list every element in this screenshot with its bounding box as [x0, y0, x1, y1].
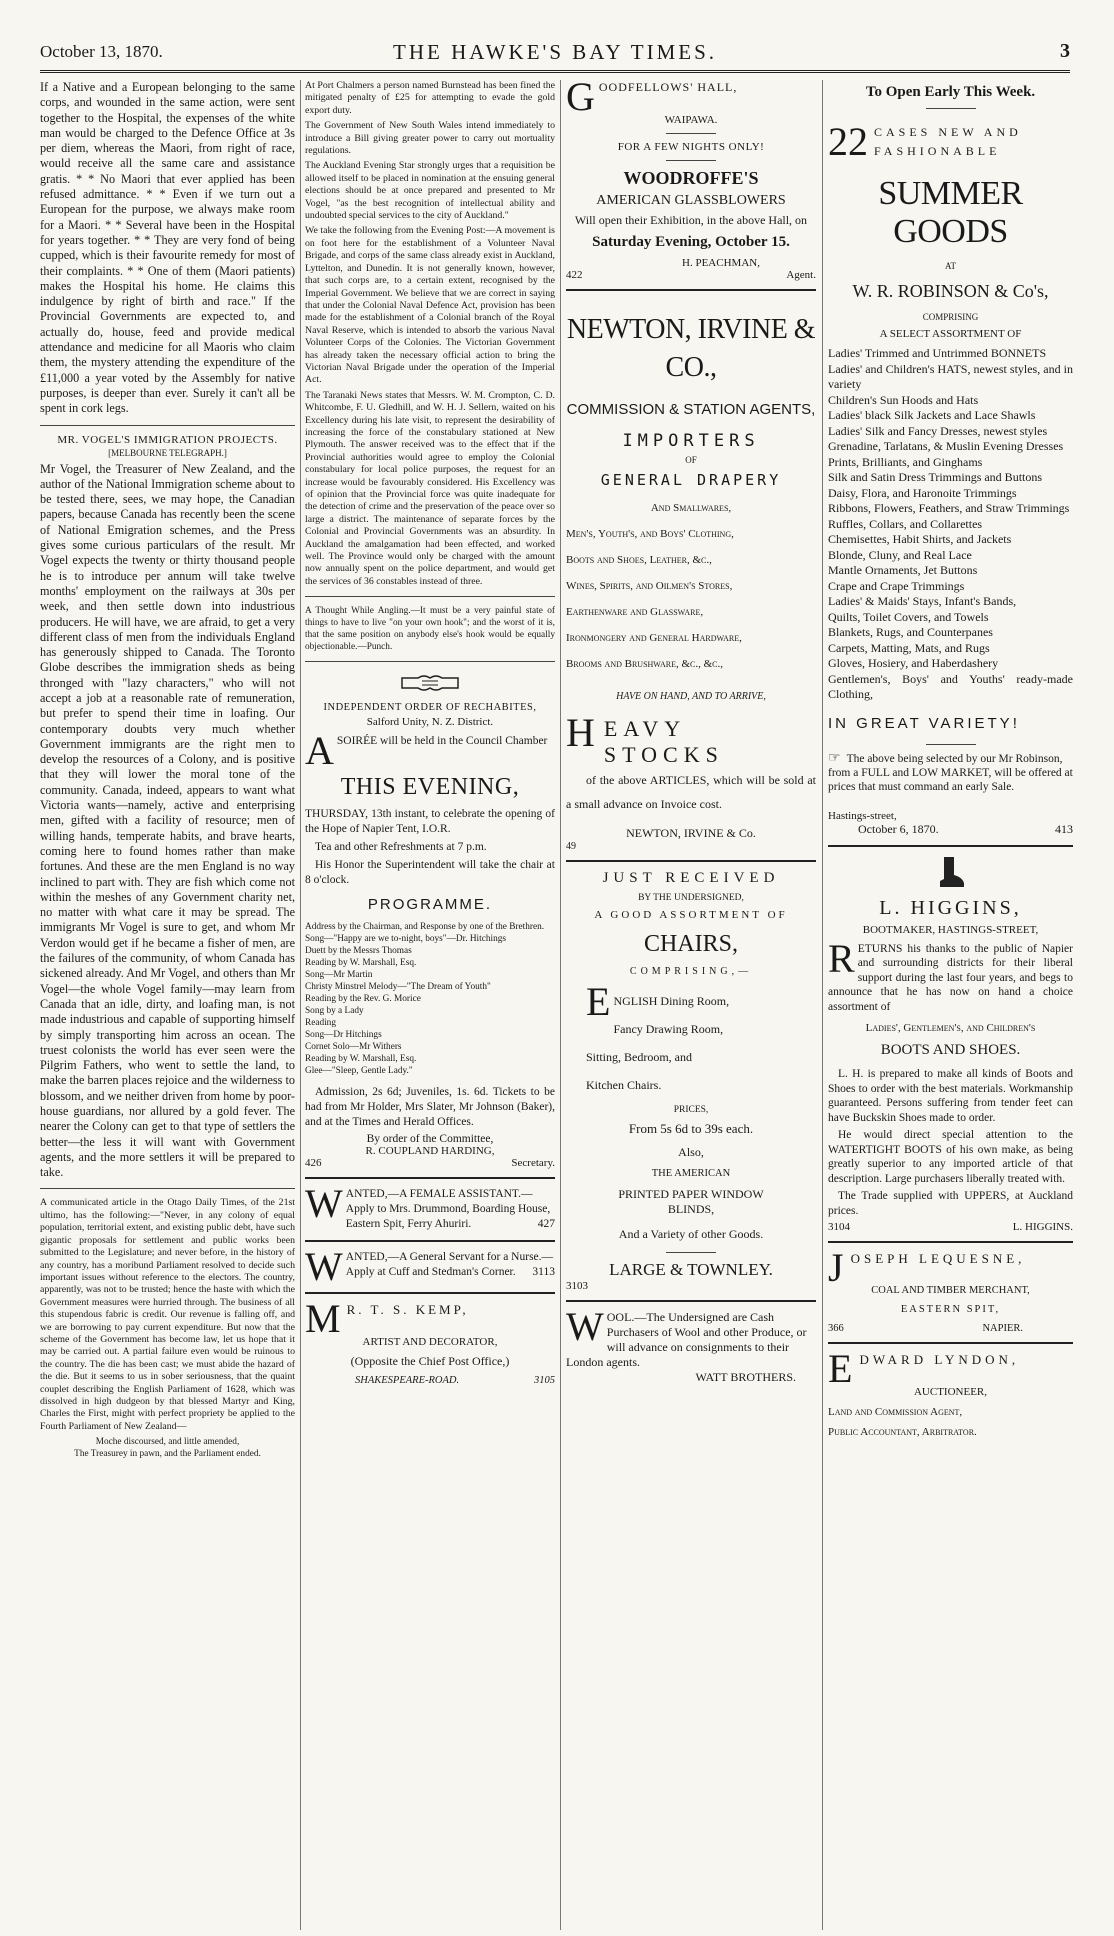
- goods-item: Ladies' black Silk Jackets and Lace Shawls: [828, 408, 1036, 422]
- rechabites-unity: Salford Unity, N. Z. District.: [366, 716, 494, 729]
- article-punch: A Thought While Angling.—It must be a very painful state of things to have to live "on your own hook"; and the worst of it is, that the same position on anybody else's hook would be equally objectionable.—Punch.: [305, 606, 555, 653]
- boots-and-shoes: BOOTS AND SHOES.: [880, 1042, 1021, 1058]
- article-otago-times: A communicated article in the Otago Daily Times, of the 21st ultimo, has the following:—"Never, in any colony of equal population, territorial extent, and existing public debt, have such gigantic proposals for settlement and public works been submitted to the Legislature; and never before, in the history of any country, has a moribund Parliament resolved to decide such important issues without reference to the electors. The country, apparently, was not to be trusted; hence the haste with which the Government measures were hurried through. The business of all this stupendous fabric is credit. Our revenue is falling off, and we are borrowing to pay current expenditure. But now that the scheme of the Government has become law, let us hope that it may be carried out. A partial failure even would be ruinous to the country. The die has been cast; we must abide the hazard of the die. But it seems to us in sober seriousness, that the quaint couplet describing the English Parliament of 1628, which was dissolved in high dudgeon by that blessed Martyr and King, Charles the First, might with perfect propriety be applied to the Fourth Parliament of New Zealand—: [40, 1197, 295, 1432]
- programme-item: Christy Minstrel Melody—"The Dream of Youth": [305, 982, 491, 993]
- goods-item: Crape and Crape Trimmings: [828, 578, 965, 593]
- hall-name: OODFELLOWS' HALL,: [598, 80, 738, 94]
- higgins-name: L. HIGGINS,: [879, 896, 1022, 919]
- hall-nights: FOR A FEW NIGHTS ONLY!: [617, 141, 765, 153]
- newton-line: Brooms and Brushware, &c., &c.,: [566, 658, 723, 670]
- column-1: [40, 80, 295, 1930]
- good-assortment: A GOOD ASSORTMENT OF: [594, 909, 788, 921]
- chairs: CHAIRS,: [643, 931, 739, 957]
- variety: And a Variety of other Goods.: [618, 1227, 764, 1241]
- goods-item: Children's Sun Hoods and Hats: [828, 392, 979, 407]
- admission-text: Admission, 2s 6d; Juveniles, 1s. 6d. Tickets to be had from Mr Holder, Mrs Slater, Mr Johnson (Baker), and at the Times and Herald Offices.: [305, 1086, 555, 1129]
- robinson-street: Hastings-street,: [828, 809, 897, 822]
- general-drapery: GENERAL DRAPERY: [600, 471, 782, 489]
- edward-name: DWARD LYNDON,: [859, 1352, 1020, 1367]
- column-2: [305, 80, 555, 1930]
- verse-line: Moche discoursed, and little amended,: [95, 1437, 240, 1448]
- hall-text: Will open their Exhibition, in the above Hall, on: [574, 213, 808, 227]
- robinson: W. R. ROBINSON & Co's,: [852, 281, 1049, 301]
- selected-text: The above being selected by our Mr Robinson, from a FULL and LOW MARKET, will be offered at prices that must command an early Sale.: [828, 752, 1073, 793]
- have-on-hand: HAVE ON HAND, AND TO ARRIVE,: [616, 691, 766, 702]
- hall-town: WAIPAWA.: [664, 114, 718, 126]
- article-native-hospital: If a Native and a European belonging to the same corps, and wounded in the same action, were sent together to the Hospital, the expenses of the white man would be charged to the Defence Office at 3s per diem, whereas the Maori, from right of race, would receive all the same care and assistance gratis. * * No Maori that ever applied has been refused admittance. * * Even if we turn out a European for the purpose, we always make room for a Maori. * * Several have been in the Hospital for years together. * * They are very fond of being cupped, which is their favourite remedy for most of their complaints. * * One of them (Maori patients) makes the Hospital his home. He claims this indulgence by right of birth and race." If the Provincial Governments are expected to, and actually do, house, feed and provide medical attendance and medicine for all Maoris who claim them, the mystery attending the expenditure of the £11,000 a year voted by the Assembly for native purposes, is deeper than ever. Surely it can't all be spent in cork legs.: [40, 80, 295, 416]
- programme-item: Song—"Happy are we to-night, boys"—Dr. Hitchings: [305, 934, 506, 945]
- chair-item: Kitchen Chairs.: [586, 1078, 662, 1092]
- summer-goods: SUMMER GOODS: [878, 175, 1023, 250]
- newton-text: of the above ARTICLES, which will be sold at a small advance on Invoice cost.: [566, 773, 816, 811]
- also: Also,: [678, 1145, 704, 1159]
- dropcap: E: [828, 1346, 857, 1391]
- programme-list: [305, 921, 555, 1077]
- ad-number: 3104: [828, 1221, 850, 1233]
- great-variety: IN GREAT VARIETY!: [828, 714, 1020, 732]
- at-text: AT: [945, 261, 956, 271]
- ad-number: 427: [537, 1218, 555, 1231]
- dropcap: M: [305, 1296, 344, 1342]
- ad-number: 422: [566, 269, 583, 281]
- page-number: 3: [1060, 40, 1070, 62]
- dropcap: W: [305, 1181, 343, 1227]
- article-nsw: The Government of New South Wales intend immediately to introduce a Bill giving greater power to carry out mortuality regulations.: [305, 120, 555, 157]
- joseph-name: OSEPH LEQUESNE,: [850, 1251, 1026, 1266]
- programme-item: Song—Mr Martin: [305, 970, 373, 981]
- goods-item: Grenadine, Tarlatans, & Muslin Evening Dresses: [828, 439, 1064, 453]
- secretary-title: Secretary.: [511, 1157, 555, 1170]
- kemp-name: R. T. S. KEMP,: [346, 1302, 469, 1318]
- cases-count: 22: [828, 119, 868, 164]
- wanted-servant: ANTED,—A General Servant for a Nurse.—Apply at Cuff and Stedman's Corner.: [345, 1251, 554, 1279]
- rechabites-title: INDEPENDENT ORDER OF RECHABITES,: [323, 702, 537, 714]
- goods-item: Mantle Ornaments, Jet Buttons: [828, 563, 978, 577]
- glassblowers: AMERICAN GLASSBLOWERS: [596, 193, 786, 208]
- edward-pub: Public Accountant, Arbitrator.: [828, 1426, 977, 1438]
- newton-line: Wines, Spirits, and Oilmen's Stores,: [566, 580, 733, 592]
- soiree-text: SOIRÉE will be held in the Council Chamber: [336, 735, 548, 748]
- goods-item: Blankets, Rugs, and Counterpanes: [828, 625, 993, 639]
- programme-title: PROGRAMME.: [367, 896, 493, 914]
- chair-item: NGLISH Dining Room,: [613, 994, 730, 1008]
- pointing-hand-icon: ☞: [828, 750, 841, 766]
- printed-paper: PRINTED PAPER WINDOW: [618, 1187, 764, 1201]
- higgins-text: ETURNS his thanks to the public of Napier and surrounding districts for their liberal support during the last four years, and begs to announce that he has now on hand a choice assortment of: [828, 942, 1073, 1013]
- wanted-assistant: ANTED,—A FEMALE ASSISTANT.—Apply to Mrs. Drummond, Boarding House, Eastern Spit, Ferry Ahuriri.: [345, 1188, 551, 1231]
- article-auckland-star: The Auckland Evening Star strongly urges that a requisition be allowed itself to be placed in nomination at the ensuing general elections should be at once prepared and presented to Mr Vogel, "as the best recognition of intellectual ability and undoubted special services to the city of Auckland.": [305, 160, 555, 222]
- newton-sign: NEWTON, IRVINE & Co.: [626, 826, 756, 840]
- programme-item: Reading by the Rev. G. Morice: [305, 994, 421, 1005]
- programme-item: Reading: [305, 1018, 336, 1029]
- goods-item: Ruffles, Collars, and Collarettes: [828, 516, 983, 531]
- dropcap: W: [305, 1244, 343, 1290]
- article-vogel-immigration: Mr Vogel, the Treasurer of New Zealand, and the author of the National Immigration scheme about to be tested there, sees, we may hope, the Canadian papers, because Canada has recently been the scene of National Emigration schemes, and the Press gives some curious particulars of the result. Mr Vogel expects the twenty or thirty thousand people he is to introduce per annum will take twelve months' employment on the railways at 30s per week, and then settle down into industrious producers. He will have, we are afraid, to get a very different class of men from the individuals England has generously shipped to Canada. The Toronto Globe describes the immigration sheds as being thronged with "lazy characters," who will not accept a job at a reasonable rate of remuneration, but prefer to spend their time in loafing. Our contemporary doubts very much whether Government immigrants are the right men to develop the resources of a Colony, and is positive that they will lower the moral tone of the community. Canada, indeed, appears to want what Victoria wants—namely, active and enterprising men, gifted with a facility of resource; men of willing hands, temperate habits, and brave hearts, coming here to found homes rather than make fortunes. And these are the men England is no way inclined to part with. They are fish which come not within the meshes of any Government charity net, no matter with what care it may be spread. The immigrants Mr Vogel is sure to get, and whom Mr Verdon would get if he became a fisher of men, are the failures of the community, of whom Canada has sickened already. And Mr Vogel, and others than Mr Vogel—the whole Vogel family—may learn from Canada that an idle, dirty, and loafing man, is not made industrious and capable of supporting himself by simply transporting him across an ocean. The truest colonists the world has ever seen were the Pilgrim Fathers, who went to settle the land, to make the barren places rejoice and the wilderness to blossom, and we neither driven from home by poor-house guardians, nor allured by a gold fever. The nearer the Colony can get to that type of settlers the better—the less it will want with Government agents, and the more settlers it will be prepared to take.: [40, 461, 295, 1180]
- secretary-name: R. COUPLAND HARDING,: [365, 1145, 495, 1158]
- dropcap: E: [586, 979, 611, 1024]
- newton-line: Men's, Youth's, and Boys' Clothing,: [566, 528, 734, 540]
- wool-sign: WATT BROTHERS.: [695, 1370, 796, 1384]
- goods-item: Chemisettes, Habit Shirts, and Jackets: [828, 532, 1012, 546]
- newton-line: Earthenware and Glassware,: [566, 606, 704, 618]
- column-3: [566, 80, 816, 1930]
- article-source: [MELBOURNE TELEGRAPH.]: [108, 447, 227, 458]
- newton-subtitle: COMMISSION & STATION AGENTS,: [566, 401, 816, 418]
- masthead: [40, 40, 1070, 73]
- goods-item: Blonde, Cluny, and Real Lace: [828, 547, 972, 562]
- newton-line: And Smallwares,: [650, 502, 732, 514]
- comprising: COMPRISING,—: [629, 966, 753, 977]
- large-townley: LARGE & TOWNLEY.: [609, 1260, 773, 1279]
- dropcap: W: [566, 1304, 604, 1349]
- comprising: COMPRISING: [922, 312, 979, 322]
- dropcap: A: [305, 728, 334, 774]
- prices-label: PRICES,: [673, 1105, 709, 1115]
- goods-item: Ladies' & Maids' Stays, Infant's Bands,: [828, 594, 1017, 608]
- soiree-chair: His Honor the Superintendent will take the chair at 8 o'clock.: [305, 859, 555, 887]
- ad-number: 3113: [532, 1266, 555, 1279]
- kemp-title: ARTIST AND DECORATOR,: [362, 1336, 498, 1349]
- programme-item: Reading by W. Marshall, Esq.: [305, 958, 417, 969]
- kemp-address: (Opposite the Chief Post Office,): [350, 1354, 510, 1369]
- higgins-p2: L. H. is prepared to make all kinds of Boots and Shoes to order with the best materials. Workmanship guaranteed. Persons suffering from tender feet can have Buckskin Shoes made to order.: [828, 1068, 1073, 1124]
- programme-item: Address by the Chairman, and Response by one of the Brethren.: [305, 922, 545, 933]
- chair-item: Fancy Drawing Room,: [613, 1022, 724, 1036]
- programme-item: Glee—"Sleep, Gentle Lady.": [305, 1066, 413, 1077]
- of-text: OF: [685, 455, 697, 465]
- soiree-date: THURSDAY, 13th instant, to celebrate the opening of the Hope of Napier Tent, I.O.R.: [305, 808, 555, 836]
- woodroffe: WOODROFFE'S: [623, 168, 759, 188]
- ad-number: 3103: [566, 1280, 588, 1292]
- programme-item: Reading by W. Marshall, Esq.: [305, 1054, 417, 1065]
- blinds: BLINDS,: [667, 1202, 715, 1216]
- open-early: To Open Early This Week.: [865, 84, 1036, 100]
- goods-item: Ladies' Silk and Fancy Dresses, newest styles: [828, 423, 1048, 438]
- soiree-tea: Tea and other Refreshments at 7 p.m.: [315, 841, 487, 854]
- chair-item: Sitting, Bedroom, and: [586, 1050, 692, 1064]
- joseph-town: NAPIER.: [982, 1323, 1023, 1334]
- higgins-ladies: Ladies', Gentlemen's, and Children's: [865, 1022, 1036, 1034]
- newton-title: NEWTON, IRVINE & CO.,: [566, 314, 816, 383]
- ad-number: 49: [566, 841, 576, 852]
- article-taranaki: The Taranaki News states that Messrs. W. M. Crompton, C. D. Whitcombe, F. U. Gledhill, and W. H. J. Sellern, waited on his Excellency during his late visit, to represent the desirability of increasing the force of the constabulary stationed at New Plymouth. The answer received was to the effect that if the Provincial authorities would agree to employ the Colonial constabulary for local police purposes, the request for an increase would be favourably considered. His Excellency was of opinion that the Provincial force was quite inadequate for the detection of crime and the preservation of the peace over so large a district. The maintenance of separate forces by the Colonial and Provincial Governments was an absurdity. In Auckland the amalgamation had been effected, and worked well. The Province would only be charged with the amount now annually spent on the police department, and would get the services of 36 constables instead of three.: [305, 389, 555, 587]
- article-port-chalmers: At Port Chalmers a person named Burnstead has been fined the mitigated penalty of £25 for attempting to evade the gold export duty.: [305, 80, 555, 116]
- goods-list: [828, 346, 1073, 703]
- goods-item: Carpets, Matting, Mats, and Rugs: [828, 640, 990, 655]
- goods-item: Ladies' Trimmed and Untrimmed BONNETS: [828, 346, 1047, 360]
- programme-item: Duett by the Messrs Thomas: [305, 946, 412, 957]
- by-order: By order of the Committee,: [366, 1133, 494, 1146]
- hall-sign: H. PEACHMAN,: [682, 257, 760, 269]
- newton-line: Ironmongery and General Hardware,: [566, 632, 742, 644]
- american: THE AMERICAN: [651, 1168, 731, 1179]
- ad-number: 413: [1055, 821, 1073, 836]
- higgins-p3: He would direct special attention to the WATERTIGHT BOOTS of his own make, as being greatly superior to any imported article of that description. Large purchasers liberally treated with.: [828, 1129, 1073, 1185]
- programme-item: Song by a Lady: [305, 1006, 364, 1017]
- edward-land: Land and Commission Agent,: [828, 1406, 963, 1418]
- newton-line: Boots and Shoes, Leather, &c.,: [566, 554, 712, 566]
- kemp-road: SHAKESPEARE-ROAD.: [355, 1375, 460, 1387]
- dropcap: G: [566, 80, 596, 119]
- higgins-p4: The Trade supplied with UPPERS, at Auckland prices.: [828, 1190, 1073, 1217]
- goods-item: Prints, Brilliants, and Ginghams: [828, 454, 983, 469]
- dropcap: J: [828, 1245, 848, 1290]
- article-naval-brigade: We take the following from the Evening Post:—A movement is on foot here for the establishment of a Volunteer Naval Brigade, and corps of the same class already exist in Auckland, Lyttelton, and Dunedin. It is not generally known, however, that such corps are, to a certain extent, recognised by the Imperial Government. We believe that we are correct in saying that under the Colonial Naval Defence Act, provision has been made for the establishment of a Colonial branch of the Royal Naval Reserve, which is intended to absorb the various Naval Volunteer Corps of the Colonies. The Victorian Government has already taken the necessary official action to bring the Victorian Naval Brigade under the operation of the Imperial Act.: [305, 225, 555, 386]
- robinson-date: October 6, 1870.: [858, 821, 939, 836]
- goods-item: Quilts, Toilet Covers, and Towels: [828, 609, 989, 624]
- goods-item: Gentlemen's, Boys' and Youths' ready-made Clothing,: [828, 671, 1073, 701]
- column-rule: [300, 80, 301, 1930]
- programme-item: Song—Dr Hitchings: [305, 1030, 382, 1041]
- column-rule: [560, 80, 561, 1930]
- goods-item: Ribbons, Flowers, Feathers, and Straw Trimmings: [828, 501, 1070, 515]
- article-heading: MR. VOGEL'S IMMIGRATION PROJECTS.: [57, 433, 278, 446]
- issue-date: October 13, 1870.: [40, 42, 163, 61]
- wool-text: OOL.—The Undersigned are Cash Purchasers of Wool and other Produce, or will advance on consignments to their London agents.: [566, 1310, 807, 1369]
- hall-date: Saturday Evening, October 15.: [592, 234, 790, 250]
- newspaper-title: THE HAWKE'S BAY TIMES.: [393, 40, 717, 64]
- higgins-sub: BOOTMAKER, HASTINGS-STREET,: [862, 923, 1039, 936]
- just-received: JUST RECEIVED: [602, 870, 780, 886]
- joseph-spit: EASTERN SPIT,: [900, 1304, 1001, 1315]
- cases-text: CASES NEW AND FASHIONABLE: [874, 125, 1022, 158]
- joseph-sub: COAL AND TIMBER MERCHANT,: [871, 1285, 1030, 1296]
- this-evening: THIS EVENING,: [340, 774, 520, 801]
- goods-item: Gloves, Hosiery, and Haberdashery: [828, 656, 999, 670]
- verse-line: The Treasurey in pawn, and the Parliament ended.: [74, 1449, 261, 1460]
- column-4: [828, 80, 1073, 1930]
- hall-agent: Agent.: [786, 269, 816, 281]
- goods-item: Daisy, Flora, and Haronoite Trimmings: [828, 485, 1017, 500]
- ad-number: 3105: [534, 1375, 555, 1387]
- ad-number: 366: [828, 1323, 844, 1334]
- select-assortment: A SELECT ASSORTMENT OF: [879, 328, 1022, 340]
- dropcap: H: [566, 710, 601, 755]
- programme-item: Cornet Solo—Mr Withers: [305, 1042, 402, 1053]
- higgins-sign: L. HIGGINS.: [1012, 1221, 1073, 1233]
- boot-icon: [936, 855, 966, 889]
- goods-item: Silk and Satin Dress Trimmings and Buttons: [828, 470, 1043, 484]
- edward-sub: AUCTIONEER,: [913, 1386, 988, 1398]
- importers: IMPORTERS: [622, 431, 760, 451]
- ad-number: 426: [305, 1157, 322, 1170]
- column-rule: [822, 80, 823, 1930]
- by-undersigned: BY THE UNDERSIGNED,: [638, 893, 744, 903]
- goods-item: Ladies' and Children's HATS, newest styles, and in variety: [828, 361, 1073, 391]
- dropcap: R: [828, 935, 855, 981]
- heavy-stocks: EAVY STOCKS: [603, 716, 724, 767]
- price-range: From 5s 6d to 39s each.: [628, 1121, 754, 1136]
- clasped-hands-icon: [400, 670, 460, 696]
